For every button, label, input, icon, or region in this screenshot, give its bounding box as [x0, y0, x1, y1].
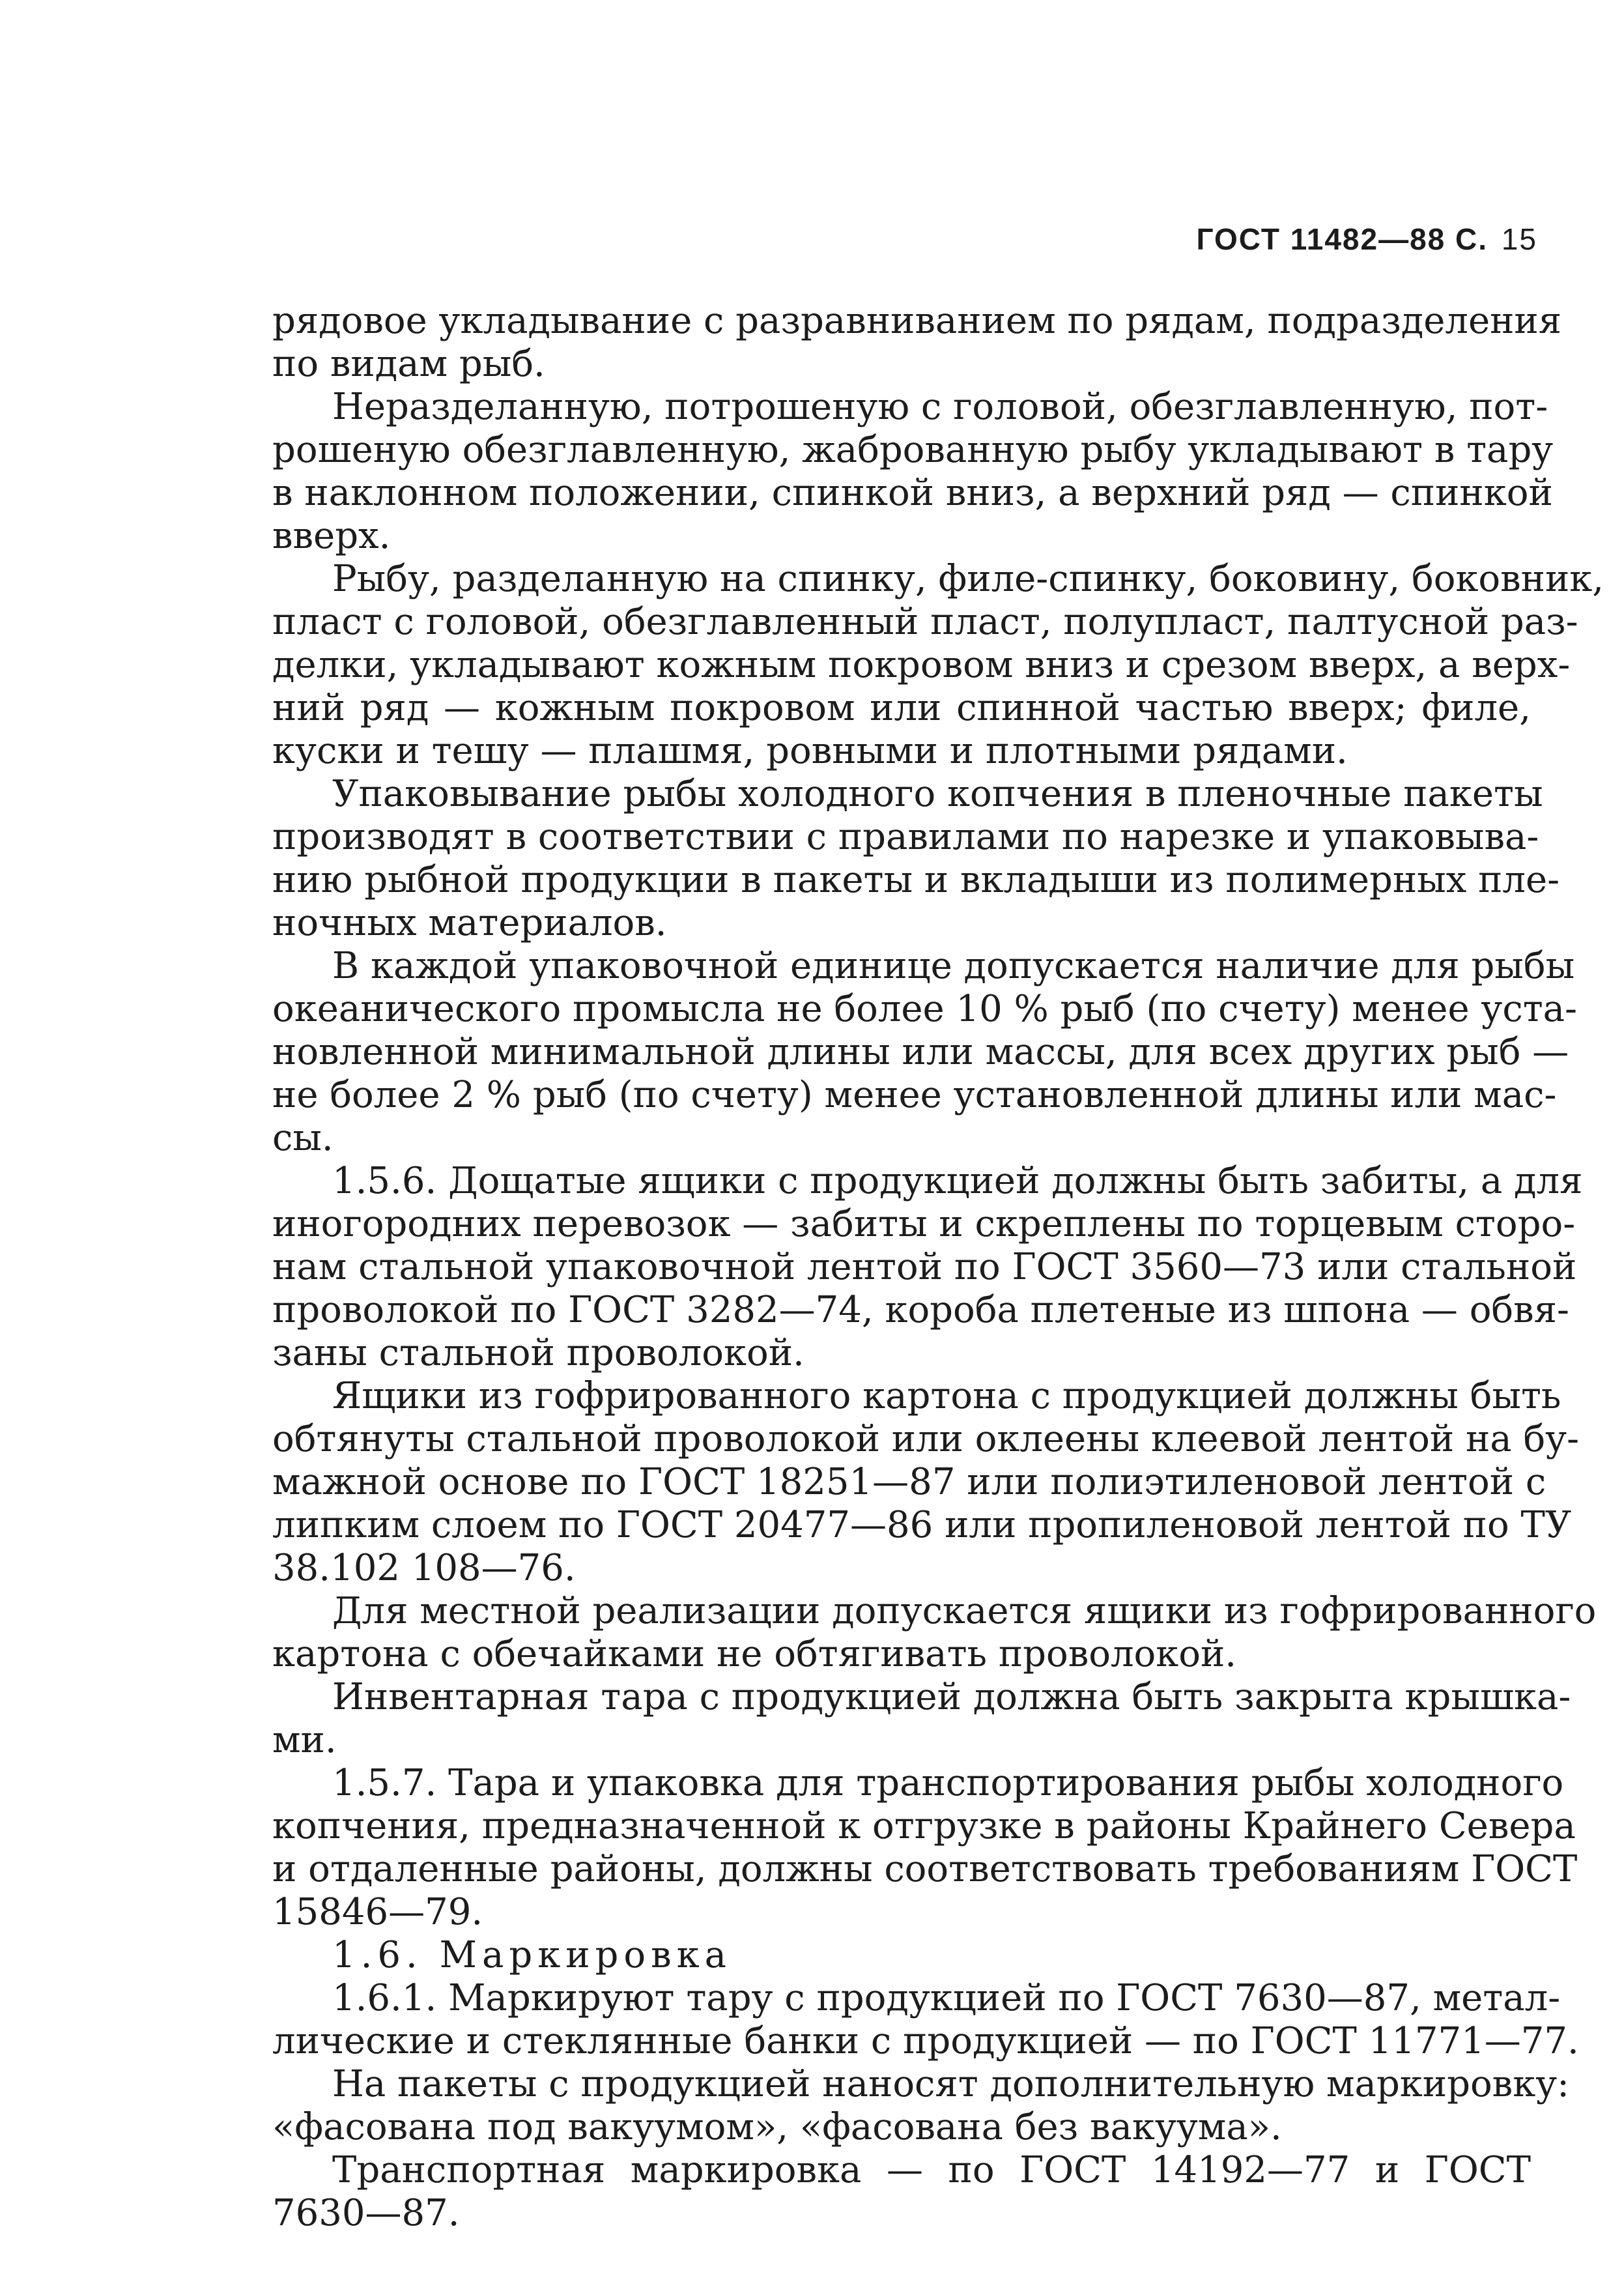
- text-line: 7630—87.: [272, 2192, 460, 2234]
- text-line: 1.5.6. Дощатые ящики с продукцией должны быть забиты, а для: [332, 1160, 1583, 1202]
- text-line: ми.: [272, 1719, 337, 1761]
- text-line: делки, укладывают кожным покровом вниз и срезом вверх, а верх-: [272, 644, 1571, 686]
- text-line: ночных материалов.: [272, 902, 667, 944]
- text-line: нам стальной упаковочной лентой по ГОСТ 3560—73 или стальной: [272, 1246, 1577, 1288]
- text-line: иногородних перевозок — забиты и скреплены по торцевым сторо-: [272, 1203, 1576, 1245]
- text-line: и отдаленные районы, должны соответствовать требованиям ГОСТ: [272, 1848, 1578, 1890]
- text-line: Неразделанную, потрошеную с головой, обезглавленную, пот-: [332, 386, 1548, 428]
- doc-reference: ГОСТ 11482—88 С.: [1196, 222, 1489, 256]
- text-line: вверх.: [272, 515, 391, 557]
- text-line: в наклонном положении, спинкой вниз, а верхний ряд — спинкой: [272, 472, 1553, 514]
- text-line: картона с обечайками не обтягивать проволокой.: [272, 1633, 1237, 1675]
- text-line: мажной основе по ГОСТ 18251—87 или полиэтиленовой лентой с: [272, 1461, 1546, 1503]
- text-line: океанического промысла не более 10 % рыб (по счету) менее уста-: [272, 988, 1577, 1030]
- text-line: ний ряд — кожным покровом или спинной частью вверх; филе,: [272, 687, 1531, 729]
- text-line: пласт с головой, обезглавленный пласт, полупласт, палтусной раз-: [272, 601, 1578, 643]
- text-line: рошеную обезглавленную, жаброванную рыбу укладывают в тару: [272, 429, 1554, 471]
- document-body: [272, 300, 1604, 2235]
- text-line: 38.102 108—76.: [272, 1547, 576, 1589]
- text-line: сы.: [272, 1117, 334, 1159]
- text-line: Для местной реализации допускается ящики из гофрированного: [332, 1590, 1597, 1632]
- text-line: 1.6.1. Маркируют тару с продукцией по ГОСТ 7630—87, метал-: [332, 1977, 1561, 2019]
- page-number: 15: [1501, 222, 1537, 256]
- text-line: куски и тешу — плашмя, ровными и плотными рядами.: [272, 730, 1348, 772]
- text-line: по видам рыб.: [272, 343, 545, 385]
- text-line: Инвентарная тара с продукцией должна быть закрыта крышка-: [332, 1676, 1571, 1718]
- text-line: липким слоем по ГОСТ 20477—86 или пропиленовой лентой по ТУ: [272, 1504, 1572, 1546]
- text-line: Упаковывание рыбы холодного копчения в пленочные пакеты: [332, 773, 1543, 815]
- page-header: [1179, 222, 1537, 257]
- text-line: заны стальной проволокой.: [272, 1332, 805, 1374]
- text-line: нию рыбной продукции в пакеты и вкладыши из полимерных пле-: [272, 859, 1560, 901]
- text-line: 1.5.7. Тара и упаковка для транспортирования рыбы холодного: [332, 1762, 1564, 1804]
- text-line: обтянуты стальной проволокой или оклеены клеевой лентой на бу-: [272, 1418, 1580, 1460]
- text-line: лические и стеклянные банки с продукцией — по ГОСТ 11771—77.: [272, 2020, 1579, 2062]
- text-line: На пакеты с продукцией наносят дополнительную маркировку:: [332, 2063, 1570, 2105]
- text-line: 15846—79.: [272, 1891, 483, 1933]
- text-line: Транспортная маркировка — по ГОСТ 14192—77 и ГОСТ: [332, 2149, 1531, 2191]
- text-line: не более 2 % рыб (по счету) менее установленной длины или мас-: [272, 1074, 1557, 1116]
- text-line: новленной минимальной длины или массы, для всех других рыб —: [272, 1031, 1569, 1073]
- text-line: копчения, предназначенной к отгрузке в районы Крайнего Севера: [272, 1805, 1576, 1847]
- text-line: «фасована под вакуумом», «фасована без вакуума».: [272, 2106, 1282, 2148]
- text-line: Ящики из гофрированного картона с продукцией должны быть: [332, 1375, 1561, 1417]
- text-line: рядовое укладывание с разравниванием по рядам, подразделения: [272, 300, 1562, 342]
- text-line: проволокой по ГОСТ 3282—74, короба плетеные из шпона — обвя-: [272, 1289, 1569, 1331]
- text-line: В каждой упаковочной единице допускается наличие для рыбы: [332, 945, 1575, 987]
- text-line: производят в соответствии с правилами по нарезке и упаковыва-: [272, 816, 1539, 858]
- section-heading: 1.6. Маркировка: [332, 1934, 732, 1976]
- text-line: Рыбу, разделанную на спинку, филе-спинку, боковину, боковник,: [332, 558, 1604, 600]
